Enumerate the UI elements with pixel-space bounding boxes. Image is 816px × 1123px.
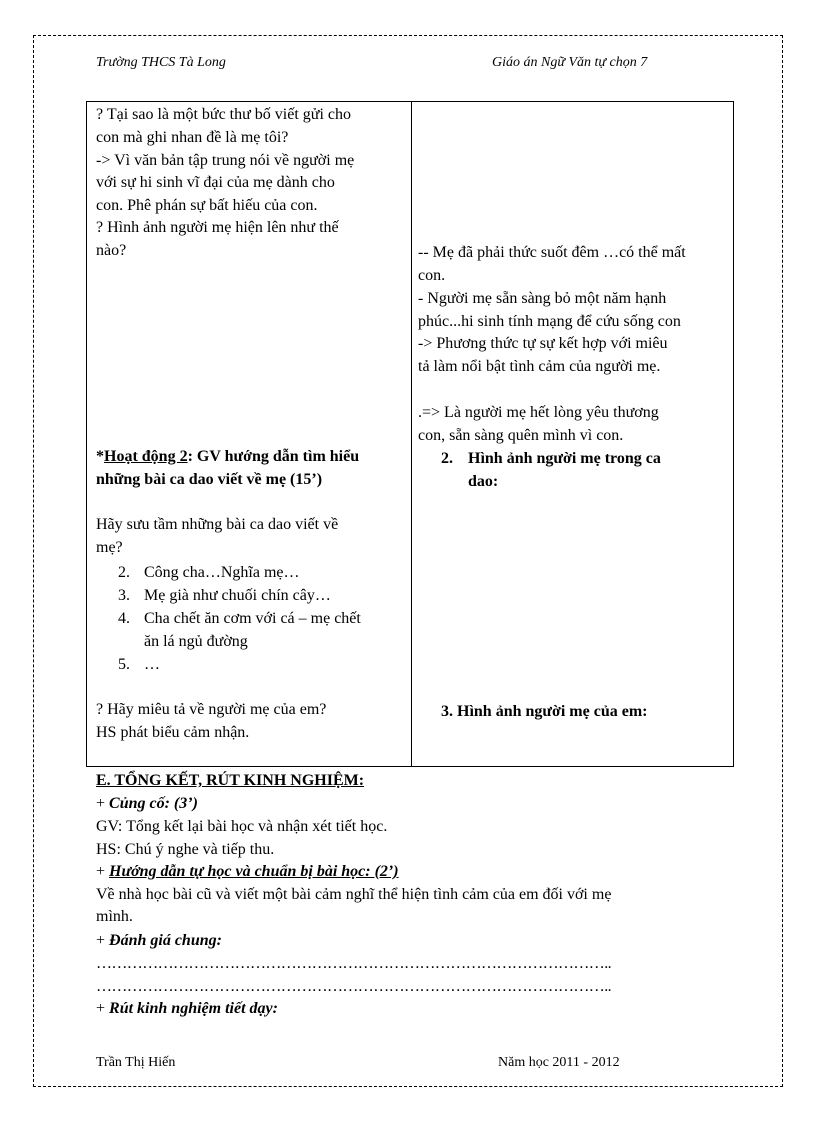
left-question-1-line-1: ? Tại sao là một bức thư bố viết gửi cho xyxy=(96,106,351,123)
homework-line-1: Về nhà học bài cũ và viết một bài cảm nghĩ thể hiện tình cảm của em đối với mẹ xyxy=(96,886,612,903)
left-answer-1-line-1: -> Vì văn bản tập trung nói về người mẹ xyxy=(96,152,355,169)
right-heading-2-line-2: dao: xyxy=(468,473,499,490)
activity-label: Hoạt động 2 xyxy=(104,448,188,465)
experience-plus: + xyxy=(96,1000,110,1017)
right-answer-line-5: -> Phương thức tự sự kết hợp với miêu xyxy=(418,335,668,352)
student-response-note: HS phát biểu cảm nhận. xyxy=(96,724,250,741)
right-heading-2-number: 2. xyxy=(441,450,453,467)
right-heading-3: 3. Hình ảnh người mẹ của em: xyxy=(441,703,648,720)
left-answer-1-line-3: con. Phê phán sự bất hiếu của con. xyxy=(96,197,318,214)
poem-number-4: 4. xyxy=(118,610,130,627)
poem-number-3: 3. xyxy=(118,587,130,604)
header-subject: Giáo án Ngữ Văn tự chọn 7 xyxy=(492,55,648,70)
evaluation-dots-line-2: ……………………………………………………………………………………….. xyxy=(96,978,612,995)
activity-2-heading xyxy=(96,446,359,469)
describe-question: ? Hãy miêu tả về người mẹ của em? xyxy=(96,701,327,718)
left-question-2-line-1: ? Hình ảnh người mẹ hiện lên như thế xyxy=(96,219,339,236)
evaluation-label: Đánh giá chung: xyxy=(109,932,222,949)
summary-title: E. TỔNG KẾT, RÚT KINH NGHIỆM: xyxy=(96,772,365,789)
right-answer-line-4: phúc...hi sinh tính mạng để cứu sống con xyxy=(418,313,681,330)
consolidate-line xyxy=(96,793,198,816)
footer-school-year: Năm học 2011 - 2012 xyxy=(498,1055,620,1070)
collect-question-line-2: mẹ? xyxy=(96,539,123,556)
evaluation-dots-line-1: ……………………………………………………………………………………….. xyxy=(96,955,612,972)
experience-label: Rút kinh nghiệm tiết dạy: xyxy=(109,1000,278,1017)
collect-question-line-1: Hãy sưu tầm những bài ca dao viết về xyxy=(96,516,339,533)
right-answer-line-1: -- Mẹ đã phải thức suốt đêm …có thể mất xyxy=(418,244,686,261)
header-school: Trường THCS Tà Long xyxy=(96,55,226,70)
evaluation-plus: + xyxy=(96,932,110,949)
guide-plus: + xyxy=(96,863,110,880)
guide-label: Hướng dẫn tự học và chuẩn bị bài học: (2’) xyxy=(109,863,399,880)
guide-line xyxy=(96,861,399,884)
poem-3-text: Mẹ già như chuối chín cây… xyxy=(144,587,331,604)
activity-2-heading-line-2: những bài ca dao viết về mẹ (15’) xyxy=(96,471,323,488)
footer-author: Trần Thị Hiến xyxy=(96,1055,176,1070)
homework-line-2: mình. xyxy=(96,908,133,925)
evaluation-line xyxy=(96,930,222,953)
poem-4-text-line-1: Cha chết ăn cơm với cá – mẹ chết xyxy=(144,610,361,627)
poem-number-5: 5. xyxy=(118,656,130,673)
poem-2-text: Công cha…Nghĩa mẹ… xyxy=(144,564,300,581)
teacher-summary-line: GV: Tổng kết lại bài học và nhận xét tiết học. xyxy=(96,818,388,835)
consolidate-plus: + xyxy=(96,795,110,812)
poem-5-text: … xyxy=(144,656,160,673)
left-question-1-line-2: con mà ghi nhan đề là mẹ tôi? xyxy=(96,129,289,146)
left-question-2-line-2: nào? xyxy=(96,242,127,259)
right-answer-line-2: con. xyxy=(418,267,446,284)
right-answer-line-6: tả làm nổi bật tình cảm của người mẹ. xyxy=(418,358,661,375)
right-conclusion-line-1: .=> Là người mẹ hết lòng yêu thương xyxy=(418,404,659,421)
activity-rest: : GV hướng dẫn tìm hiểu xyxy=(187,448,360,465)
consolidate-label: Củng cố: (3’) xyxy=(109,795,198,812)
poem-number-2: 2. xyxy=(118,564,130,581)
experience-line xyxy=(96,998,278,1021)
poem-4-text-line-2: ăn lá ngủ đường xyxy=(144,633,248,650)
left-answer-1-line-2: với sự hi sinh vĩ đại của mẹ dành cho xyxy=(96,174,335,191)
activity-prefix: * xyxy=(96,448,104,465)
right-answer-line-3: - Người mẹ sẵn sàng bỏ một năm hạnh xyxy=(418,290,667,307)
right-heading-2-line-1: Hình ảnh người mẹ trong ca xyxy=(468,450,661,467)
right-conclusion-line-2: con, sẵn sàng quên mình vì con. xyxy=(418,427,624,444)
student-listen-line: HS: Chú ý nghe và tiếp thu. xyxy=(96,841,275,858)
table-column-divider xyxy=(411,102,412,766)
